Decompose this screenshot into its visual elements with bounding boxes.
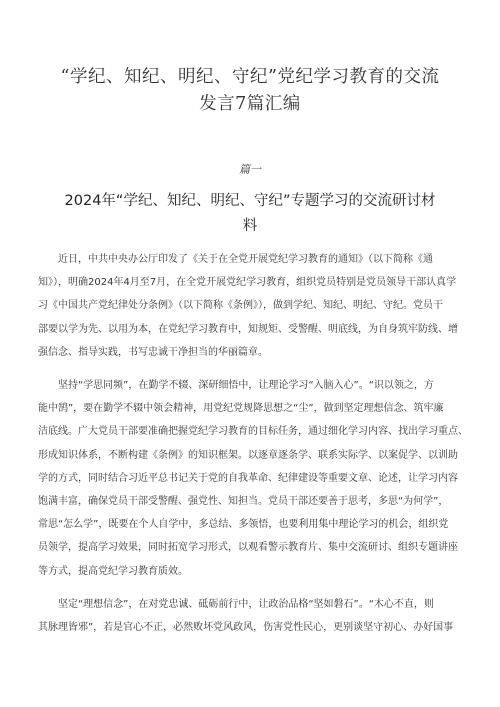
document-title-line: “学纪、知纪、明纪、守纪”党纪学习教育的交流: [60, 67, 440, 87]
paragraph: [38, 374, 474, 583]
paragraph-line: 坚持“学思同频”，在勤学不辍、深研细悟中，让理论学习“入脑入心”。“识以领之，方: [58, 380, 434, 391]
paragraph-line: 等方式，提高党纪学习教育质效。: [38, 565, 188, 577]
section-title-line: 2024年“学纪、知纪、明纪、守纪”专题学习的交流研讨材: [64, 193, 436, 209]
section-title: [40, 189, 460, 239]
paragraph-line: 能中鹄”，要在勤学不辍中领会精神，用党纪党规降思想之“尘”，做到坚定理想信念、筑牢廉: [38, 403, 444, 415]
paragraph-line: 员领学，提高学习效果，同时拓宽学习形式，以观看警示教育片、集中交流研讨、组织专题讲座: [38, 542, 458, 554]
paragraph-line: 常思“怎么学”，既要在个人自学中，多总结、多领悟，也要利用集中理论学习的机会，组织党: [38, 519, 449, 531]
paragraph-line: 学的方式，同时结合习近平总书记关于党的自我革命、纪律建设等重要文章、论述，让学习内容: [38, 472, 458, 484]
paragraph-line: 其脉理皆邪”，若是官心不正，必然败坏党风政风，伤害党性民心，更别谈坚守初心、办好国事: [38, 622, 454, 634]
paragraph-line: 坚定“理想信念”，在对党忠诚、砥砺前行中，让政治品格“坚如磐石”。“木心不直，则: [58, 599, 434, 610]
paragraph-line: 知》），明确2024年4月至7月，在全党开展党纪学习教育，组织党员特别是党员领导干部认真学: [38, 277, 457, 289]
paragraph: [38, 593, 474, 639]
paragraph-line: 洁底线。广大党员干部要准确把握党纪学习教育的目标任务，通过细化学习内容、找出学习重点、: [38, 426, 468, 438]
paragraph: [38, 248, 474, 364]
section-title-line: 料: [242, 218, 258, 234]
paragraph-line: 饱满丰富，确保党员干部受警醒、强党性、知担当。党员干部还要善于思考，多思“为何学”，: [38, 495, 449, 507]
section-label: 篇一: [239, 163, 261, 176]
paragraph-line: 近日，中共中央办公厅印发了《关于在全党开展党纪学习教育的通知》（以下简称《通: [58, 254, 433, 265]
paragraph-line: 形成知识体系，不断构建《条例》的知识框架。以逐章逐条学、联系实际学、以案促学、以训助: [38, 449, 458, 461]
paragraph-line: 习《中国共产党纪律处分条例》（以下简称《条例》），做到学纪、知纪、明纪、守纪。党员干: [38, 300, 443, 312]
document-title-line: 发言7篇汇编: [199, 94, 301, 114]
paragraph-line: 部要以学为先、以用为本，在党纪学习教育中，知规矩、受警醒、明底线，为自身筑牢防线、增: [38, 323, 458, 335]
paragraph-line: 强信念、指导实践，书写忠诚干净担当的华丽篇章。: [38, 346, 268, 358]
document-title: [40, 64, 460, 118]
